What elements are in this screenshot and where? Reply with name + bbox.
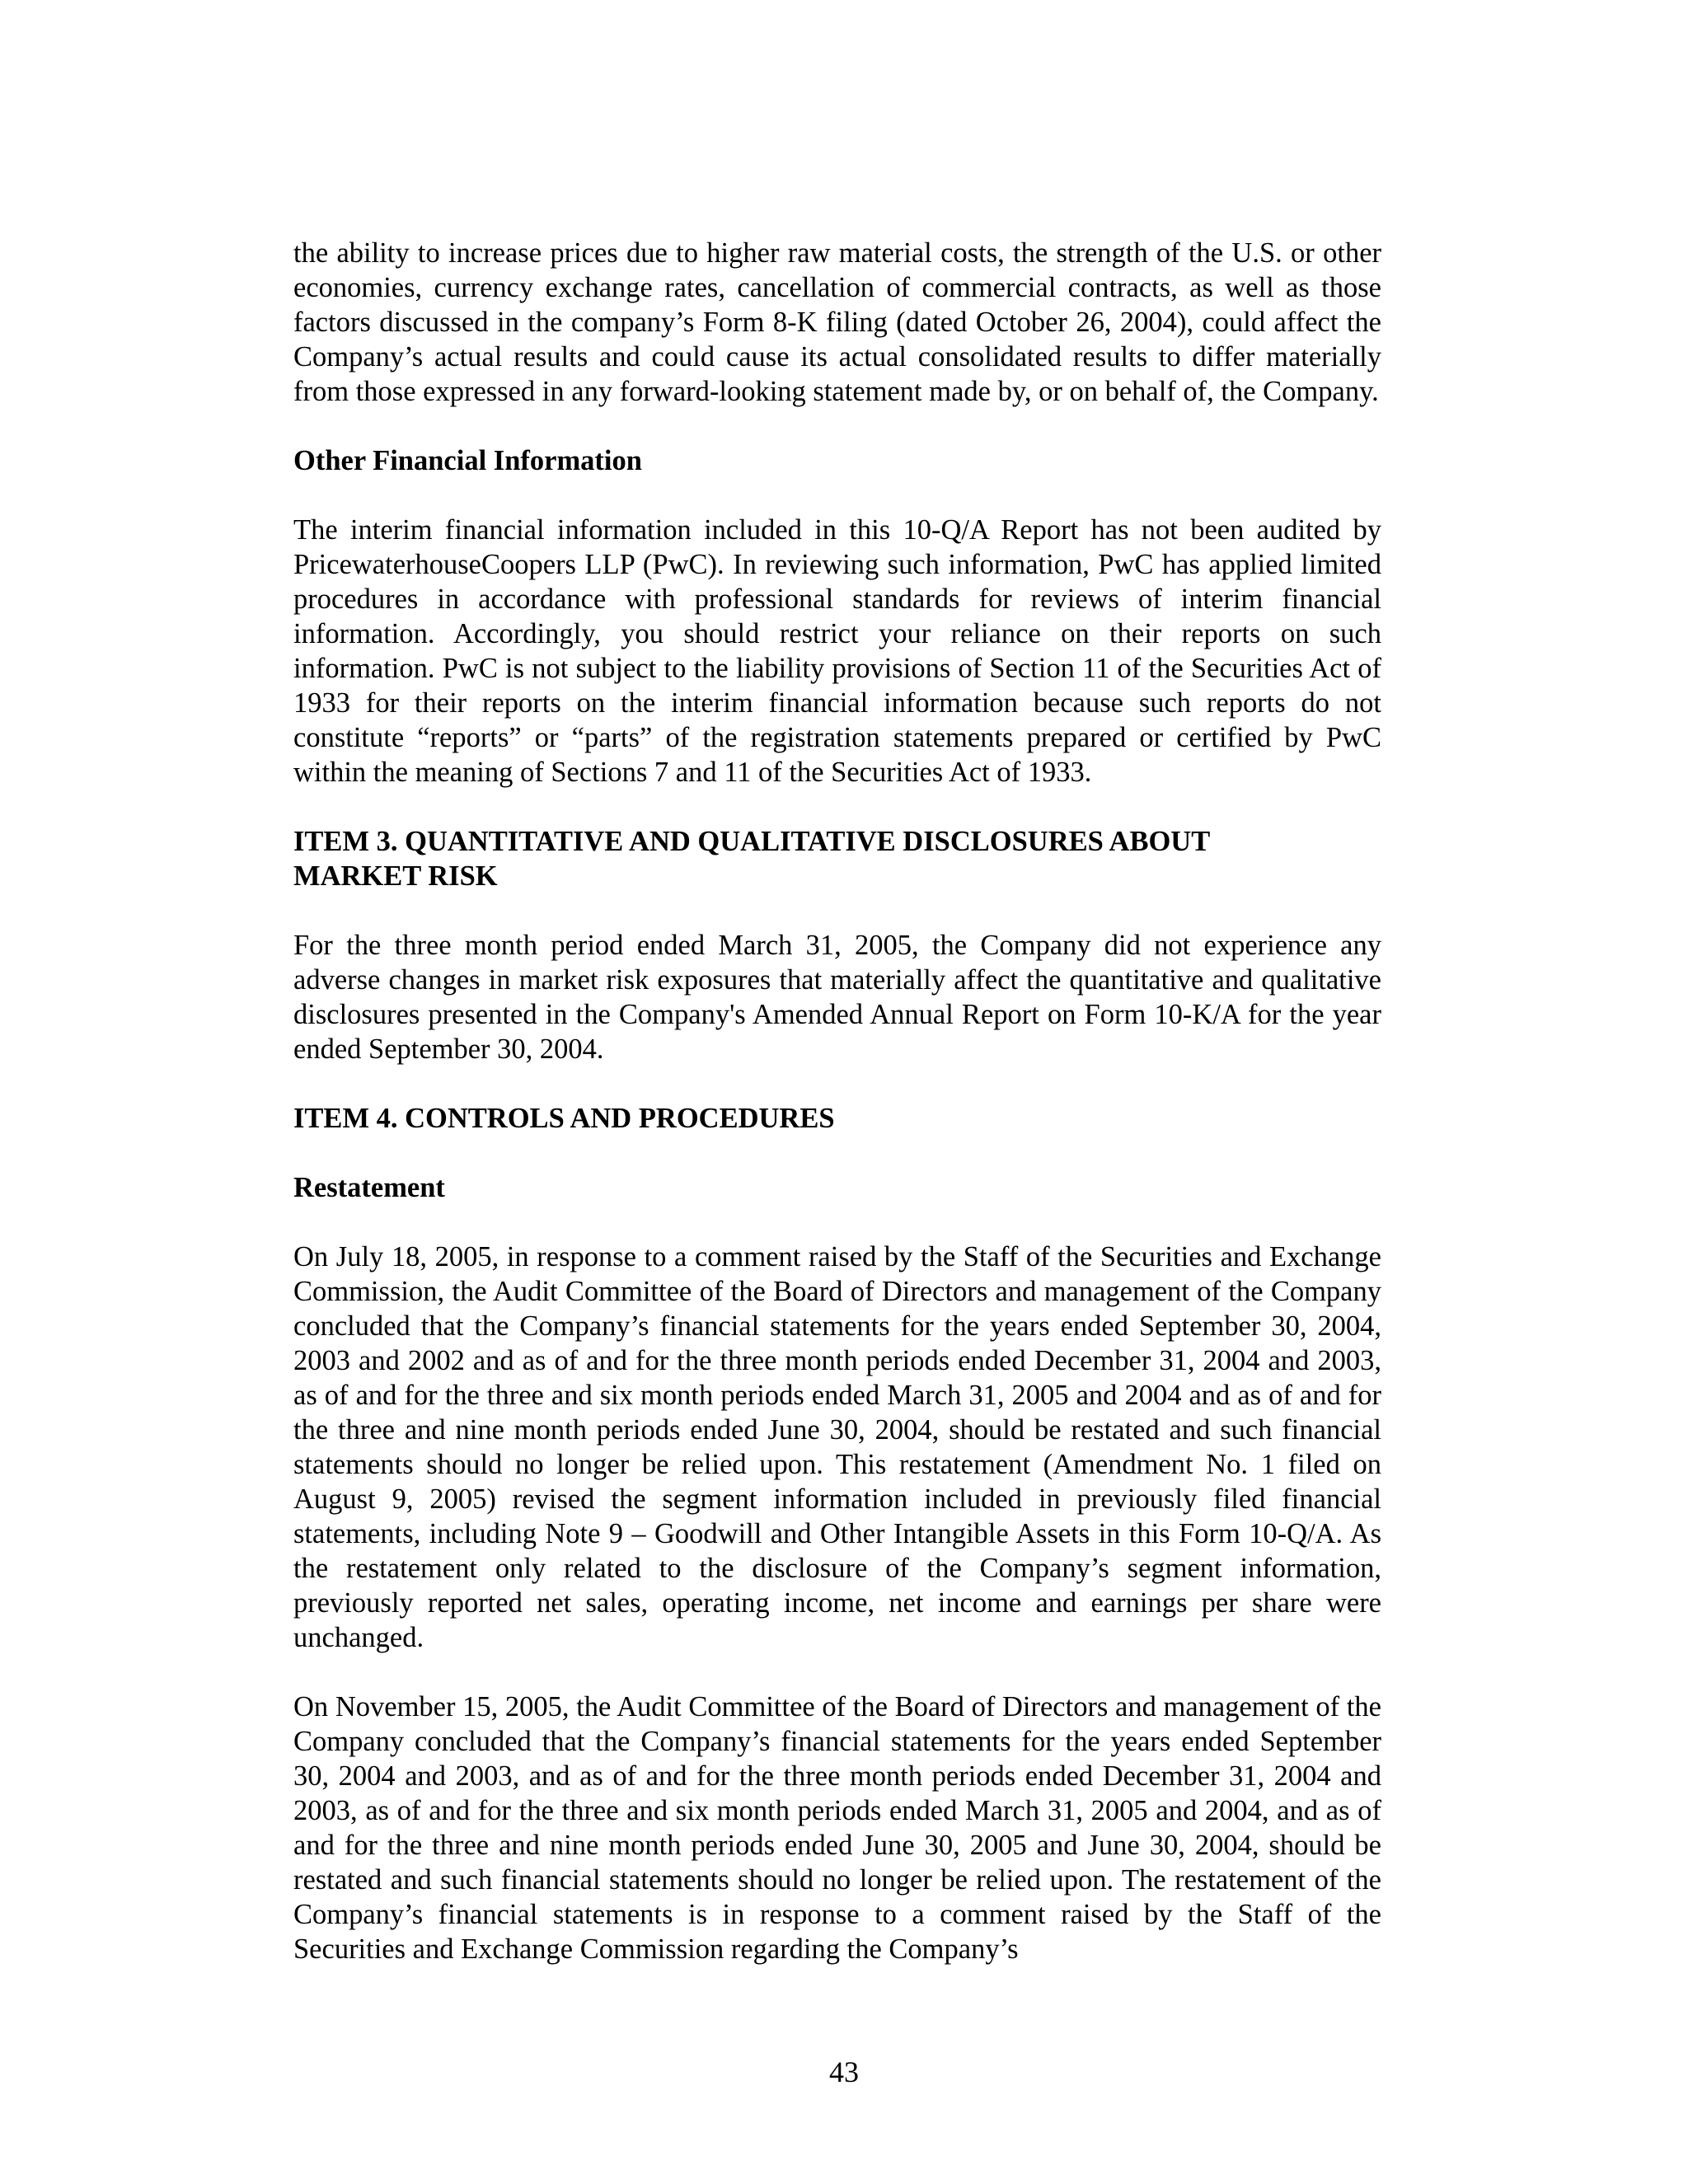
document-body (293, 236, 1381, 2001)
page-number: 43 (829, 2055, 859, 2088)
heading-item-3-line-1: ITEM 3. QUANTITATIVE AND QUALITATIVE DISCLOSURES ABOUT (293, 826, 1211, 857)
paragraph-restatement-july: On July 18, 2005, in response to a comment raised by the Staff of the Securities and Exchange Commission, the Audit Committee of the Board of Directors and management of the Company concluded that the Company’s financial statements for the years ended September 30, 2004, 2003 and 2002 and as of and for the three month periods ended December 31, 2004 and 2003, as of and for the three and six month periods ended March 31, 2005 and 2004 and as of and for the three and nine month periods ended June 30, 2004, should be restated and such financial statements should no longer be relied upon. This restatement (Amendment No. 1 filed on August 9, 2005) revised the segment information included in previously filed financial statements, including Note 9 – Goodwill and Other Intangible Assets in this Form 10-Q/A. As the restatement only related to the disclosure of the Company’s segment information, previously reported net sales, operating income, net income and earnings per share were unchanged. (293, 1241, 1381, 1653)
paragraph-market-risk: For the three month period ended March 31, 2005, the Company did not experience any adverse changes in market risk exposures that materially affect the quantitative and qualitative disclosures presented in the Company's Amended Annual Report on Form 10-K/A for the year ended September 30, 2004. (293, 930, 1381, 1065)
paragraph-interim-financial-information: The interim financial information included in this 10-Q/A Report has not been audited by PricewaterhouseCoopers LLP (PwC). In reviewing such information, PwC has applied limited procedures in accordance with professional standards for reviews of interim financial information. Accordingly, you should restrict your reliance on their reports on such information. PwC is not subject to the liability provisions of Section 11 of the Securities Act of 1933 for their reports on the interim financial information because such reports do not constitute “reports” or “parts” of the registration statements prepared or certified by PwC within the meaning of Sections 7 and 11 of the Securities Act of 1933. (293, 514, 1381, 788)
paragraph-forward-looking-factors: the ability to increase prices due to higher raw material costs, the strength of the U.S. or other economies, currency exchange rates, cancellation of commercial contracts, as well as those factors discussed in the company’s Form 8-K filing (dated October 26, 2004), could affect the Company’s actual results and could cause its actual consolidated results to differ materially from those expressed in any forward-looking statement made by, or on behalf of, the Company. (293, 237, 1381, 407)
heading-other-financial-information: Other Financial Information (293, 445, 642, 476)
heading-restatement: Restatement (293, 1172, 445, 1203)
heading-item-4: ITEM 4. CONTROLS AND PROCEDURES (293, 1103, 835, 1134)
heading-item-3 (293, 824, 1381, 893)
heading-item-3-line-2: MARKET RISK (293, 860, 498, 892)
paragraph-restatement-november: On November 15, 2005, the Audit Committee of the Board of Directors and management of the Company concluded that the Company’s financial statements for the years ended September 30, 2004 and 2003, and as of and for the three month periods ended December 31, 2004 and 2003, as of and for the three and six month periods ended March 31, 2005 and 2004, and as of and for the three and nine month periods ended June 30, 2005 and June 30, 2004, should be restated and such financial statements should no longer be relied upon. The restatement of the Company’s financial statements is in response to a comment raised by the Staff of the Securities and Exchange Commission regarding the Company’s (293, 1691, 1381, 1965)
